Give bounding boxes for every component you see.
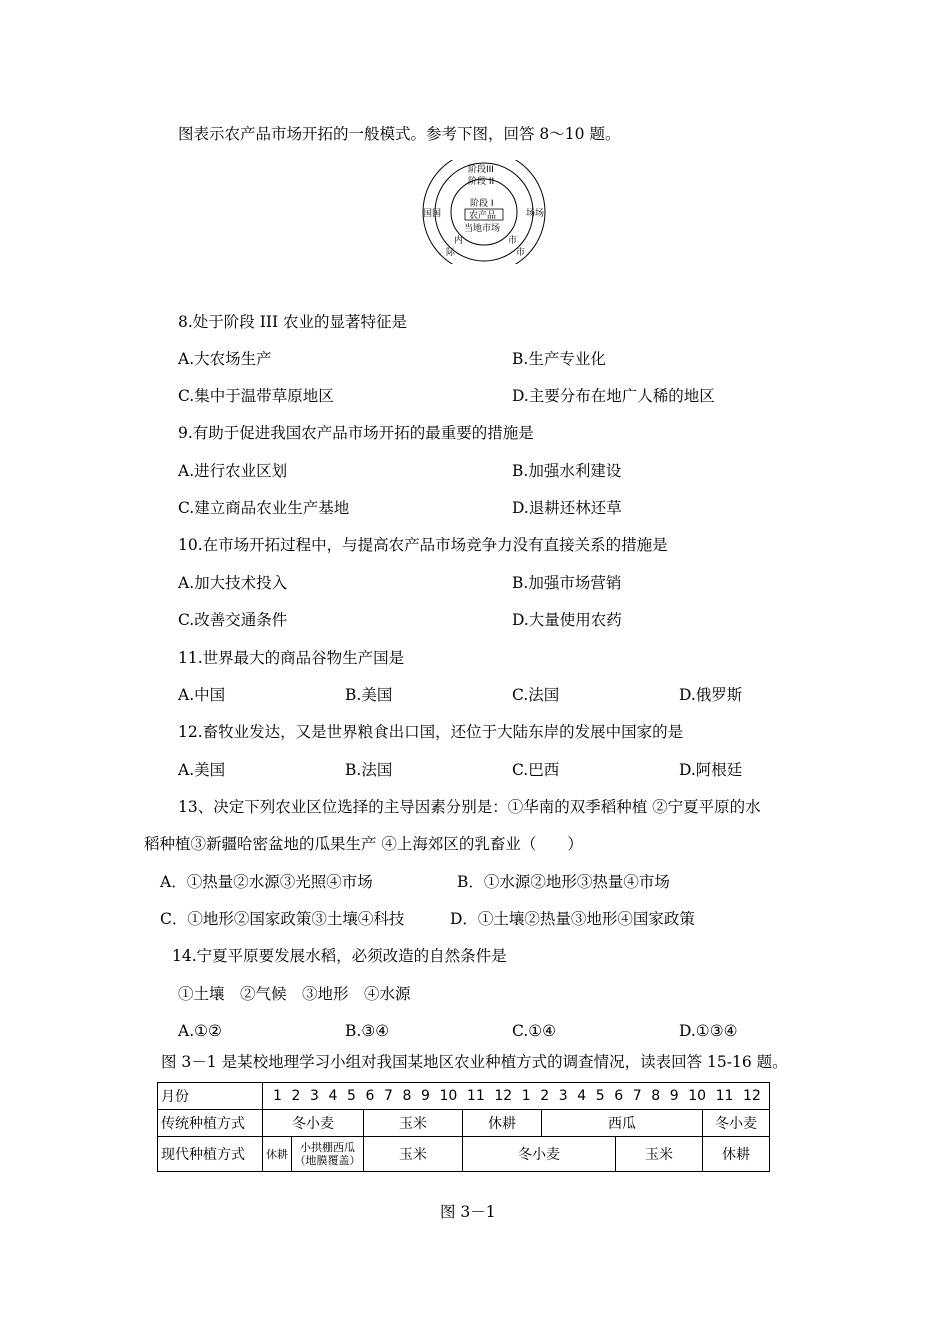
q12-option-d: D.阿根廷 (679, 761, 743, 779)
q10-option-a: A.加大技术投入 (178, 574, 288, 592)
q14-option-b: B.③④ (345, 1022, 390, 1040)
q11-option-a: A.中国 (178, 686, 226, 704)
traditional-row (158, 1110, 770, 1137)
table-cell: 西瓜 (542, 1110, 703, 1137)
month-label: 4 (577, 1088, 587, 1104)
month-label: 11 (466, 1088, 485, 1104)
modern-row-label: 现代种植方式 (158, 1137, 263, 1172)
question-12-stem: 12.畜牧业发达，又是世界粮食出口国，还位于大陆东岸的发展中国家的是 (178, 723, 684, 741)
month-label: 7 (632, 1088, 642, 1104)
month-label: 12 (494, 1088, 513, 1104)
modern-cell-line1: 小拱棚西瓜 (300, 1141, 355, 1154)
table-cell: 冬小麦 (703, 1110, 770, 1137)
stage3-label: 阶段III (468, 165, 494, 175)
month-label: 11 (715, 1088, 734, 1104)
inner-left-label: 内 (454, 236, 464, 246)
table-cell: 冬小麦 (463, 1137, 616, 1172)
table-cell: 休耕 (263, 1137, 292, 1172)
table-cell (292, 1137, 364, 1172)
month-label: 3 (310, 1088, 319, 1104)
month-label: 9 (421, 1088, 430, 1104)
outer-right-label: 市 (516, 248, 526, 258)
q9-option-c: C.建立商品农业生产基地 (178, 499, 350, 517)
q14-option-d: D.①③④ (679, 1022, 738, 1040)
q14-option-a: A.①② (178, 1022, 222, 1040)
q8-option-a: A.大农场生产 (178, 350, 272, 368)
table-intro-text: 图 3－1 是某校地理学习小组对我国某地区农业种植方式的调查情况，读表回答 15-16 题。 (161, 1053, 788, 1071)
table-cell: 玉米 (616, 1137, 703, 1172)
q13-option-c: C．①地形②国家政策③土壤④科技 (160, 910, 405, 928)
month-label: 10 (439, 1088, 458, 1104)
question-11-stem: 11.世界最大的商品谷物生产国是 (178, 649, 405, 667)
traditional-row-label: 传统种植方式 (158, 1110, 263, 1137)
month-label: 6 (365, 1088, 375, 1104)
q8-option-d: D.主要分布在地广人稀的地区 (512, 387, 715, 405)
month-label: 4 (328, 1088, 338, 1104)
question-8-stem: 8.处于阶段 III 农业的显著特征是 (178, 313, 408, 331)
table-cell: 玉米 (364, 1137, 463, 1172)
q12-option-b: B.法国 (345, 761, 393, 779)
modern-row (158, 1137, 770, 1172)
q9-option-d: D.退耕还林还草 (512, 499, 622, 517)
stage1-label: 阶段 I (470, 199, 494, 209)
q12-option-a: A.美国 (178, 761, 226, 779)
question-13-stem: 13、决定下列农业区位选择的主导因素分别是：①华南的双季稻种植 ②宁夏平原的水 (178, 798, 761, 816)
month-label: 10 (688, 1088, 707, 1104)
q13-option-a: A．①热量②水源③光照④市场 (160, 873, 373, 891)
q8-option-b: B.生产专业化 (512, 350, 606, 368)
modern-cell-line2: （地膜覆盖） (294, 1154, 361, 1167)
month-label: 1 (273, 1088, 282, 1104)
month-row-label: 月份 (158, 1083, 263, 1110)
month-label: 2 (291, 1088, 301, 1104)
question-10-stem: 10.在市场开拓过程中，与提高农产品市场竞争力没有直接关系的措施是 (178, 536, 668, 554)
month-label: 1 (521, 1088, 531, 1104)
intro-text: 图表示农产品市场开拓的一般模式。参考下图，回答 8～10 题。 (178, 125, 621, 143)
q13-option-d: D．①土壤②热量③地形④国家政策 (450, 910, 695, 928)
month-label: 5 (595, 1088, 605, 1104)
market-label: 场场 (526, 209, 545, 219)
month-label: 6 (614, 1088, 624, 1104)
product-label: 农产品 (469, 211, 497, 221)
month-label: 3 (558, 1088, 568, 1104)
q11-option-b: B.美国 (345, 686, 393, 704)
question-9-stem: 9.有助于促进我国农产品市场开拓的最重要的措施是 (178, 424, 534, 442)
table-cell: 冬小麦 (263, 1110, 364, 1137)
month-label: 2 (540, 1088, 550, 1104)
month-row (158, 1083, 770, 1110)
table-cell: 休耕 (703, 1137, 770, 1172)
table-cell: 休耕 (463, 1110, 542, 1137)
outer-left-label: 际 (446, 248, 456, 258)
q10-option-b: B.加强市场营销 (512, 574, 622, 592)
q11-option-d: D.俄罗斯 (679, 686, 743, 704)
question-14-sub: ①土壤 ②气候 ③地形 ④水源 (178, 985, 411, 1003)
cropping-table (157, 1082, 770, 1172)
market-expansion-diagram (420, 160, 548, 264)
q12-option-c: C.巴西 (512, 761, 560, 779)
q10-option-c: C.改善交通条件 (178, 611, 288, 629)
month-label: 5 (347, 1088, 356, 1104)
figure-caption: 图 3－1 (440, 1203, 496, 1221)
q9-option-b: B.加强水利建设 (512, 462, 622, 480)
question-13-stem-cont: 稻种植③新疆哈密盆地的瓜果生产 ④上海郊区的乳畜业（ ） (144, 835, 583, 853)
month-label: 12 (743, 1088, 761, 1104)
domestic-label: 国国 (423, 209, 442, 219)
q9-option-a: A.进行农业区划 (178, 462, 288, 480)
local-market-label: 当地市场 (464, 224, 501, 234)
month-label: 8 (651, 1088, 661, 1104)
question-14-stem: 14.宁夏平原要发展水稻，必须改造的自然条件是 (172, 947, 507, 965)
month-cells (263, 1083, 770, 1110)
stage2-label: 阶段 II (468, 177, 495, 187)
q11-option-c: C.法国 (512, 686, 560, 704)
q10-option-d: D.大量使用农药 (512, 611, 622, 629)
table-cell: 玉米 (364, 1110, 463, 1137)
month-label: 8 (402, 1088, 412, 1104)
month-label: 7 (384, 1088, 393, 1104)
q13-option-b: B．①水源②地形③热量④市场 (457, 873, 670, 891)
inner-right-label: 市 (508, 236, 518, 246)
q8-option-c: C.集中于温带草原地区 (178, 387, 334, 405)
q14-option-c: C.①④ (512, 1022, 557, 1040)
month-label: 9 (669, 1088, 679, 1104)
